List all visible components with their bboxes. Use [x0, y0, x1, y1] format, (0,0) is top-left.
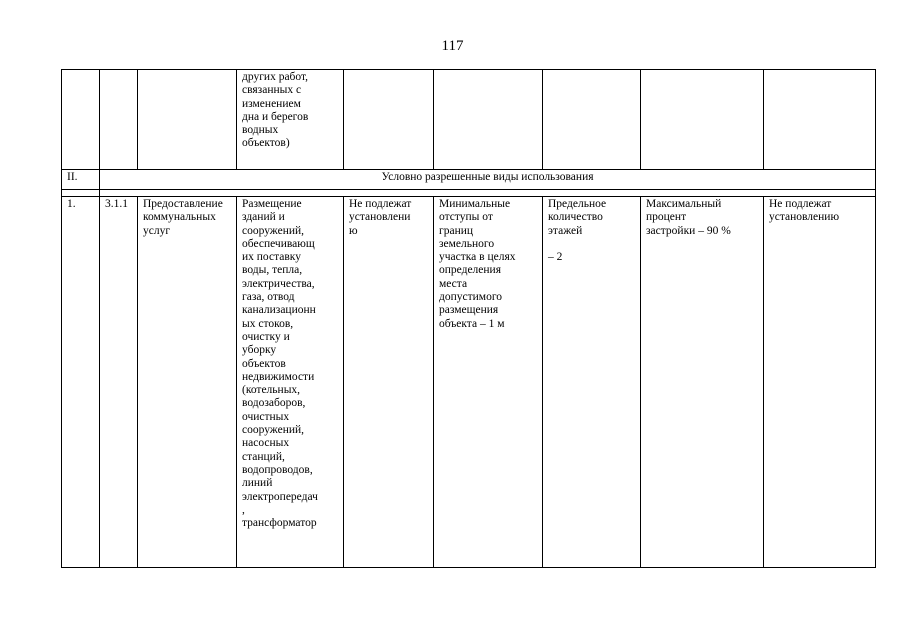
cell-empty — [641, 70, 764, 170]
floor-limits: Предельное количество этажей – 2 — [543, 197, 641, 568]
cell-empty — [764, 70, 876, 170]
use-name: Предоставление коммунальных услуг — [138, 197, 237, 568]
continuation-row — [62, 70, 876, 170]
coverage-limits: Максимальный процент застройки – 90 % — [641, 197, 764, 568]
cell-empty — [62, 70, 100, 170]
page-number: 117 — [441, 38, 464, 54]
plot-size-limits: Не подлежат установлени ю — [344, 197, 434, 568]
cell-empty — [344, 70, 434, 170]
section-number: II. — [62, 170, 100, 190]
cell-empty — [543, 70, 641, 170]
cell-empty — [138, 70, 237, 170]
spacer-row — [62, 190, 876, 197]
regulations-table — [61, 69, 876, 568]
other-limits: Не подлежат установлению — [764, 197, 876, 568]
table-row — [62, 197, 876, 568]
cell-empty — [434, 70, 543, 170]
use-description: Размещение зданий и сооружений, обеспечивающ их поставку воды, тепла, электричества, газа, отвод канализационн ых стоков, очистку и уборку объектов недвижимости (котельных, водозаборов, очистных сооружений, насосных станций, водопроводов, линий электропередач , трансформатор — [237, 197, 344, 568]
row-code: 3.1.1 — [100, 197, 138, 568]
section-title: Условно разрешенные виды использования — [100, 170, 876, 190]
row-number: 1. — [62, 197, 100, 568]
setback-limits: Минимальные отступы от границ земельного участка в целях определения места допустимого размещения объекта – 1 м — [434, 197, 543, 568]
cell-empty — [100, 70, 138, 170]
section-header-row — [62, 170, 876, 190]
cell-description-continued: других работ, связанных с изменением дна и берегов водных объектов) — [237, 70, 344, 170]
